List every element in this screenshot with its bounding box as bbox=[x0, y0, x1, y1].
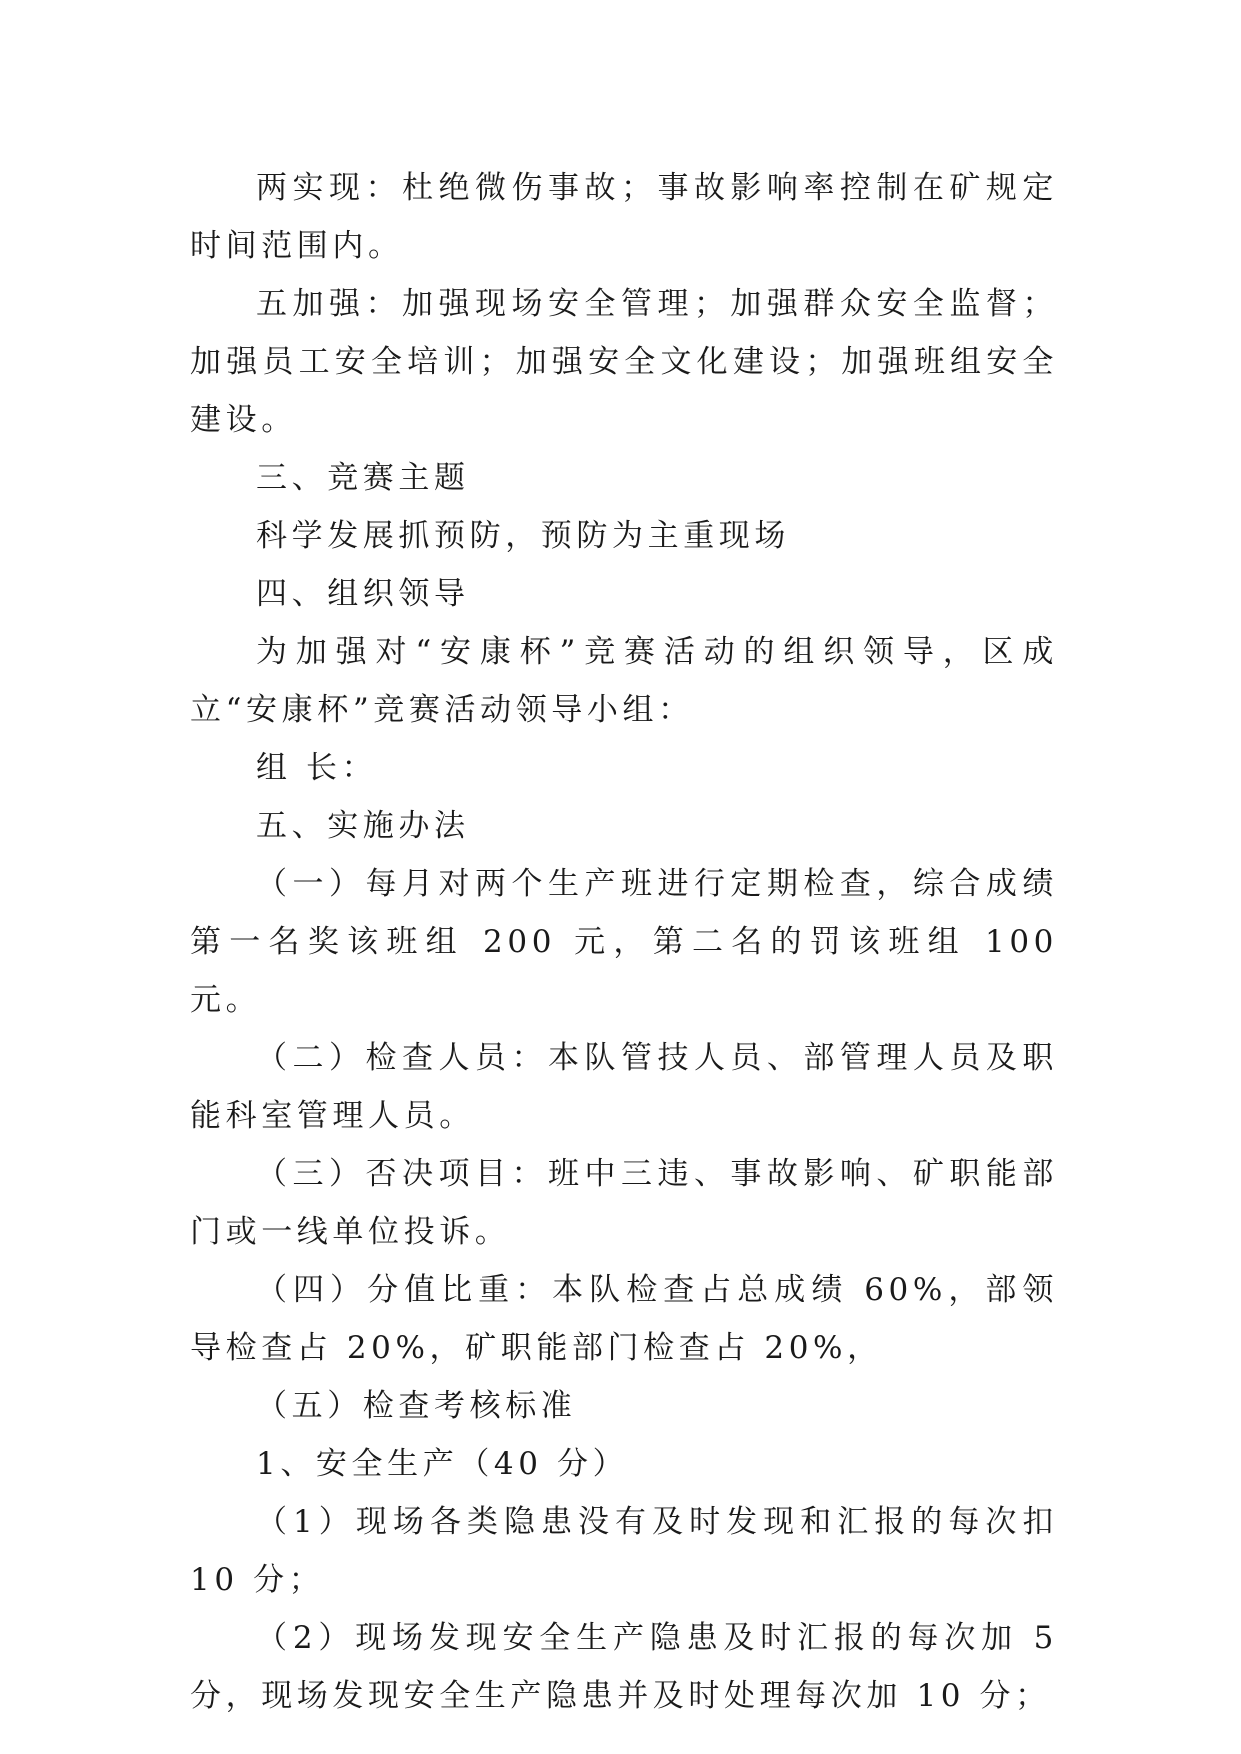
paragraph-safety-production: 1、安全生产（40 分） bbox=[256, 1446, 629, 1482]
paragraph-two-achievements: 两实现：杜绝微伤事故；事故影响率控制在矿规定时间范围内。 bbox=[190, 170, 1058, 264]
paragraph-group-leader: 组 长： bbox=[256, 750, 378, 786]
section-heading-implementation: 五、实施办法 bbox=[256, 808, 470, 844]
paragraph-monthly-inspection: （一）每月对两个生产班进行定期检查，综合成绩第一名奖该班组 200 元，第二名的罚该班组 100 元。 bbox=[190, 866, 1058, 1018]
section-heading-theme: 三、竞赛主题 bbox=[256, 460, 470, 496]
paragraph-assessment-standards: （五）检查考核标准 bbox=[256, 1388, 577, 1424]
document-page bbox=[190, 159, 1058, 1725]
paragraph-theme: 科学发展抓预防，预防为主重现场 bbox=[256, 518, 790, 554]
paragraph-five-strengthenings: 五加强：加强现场安全管理；加强群众安全监督；加强员工安全培训；加强安全文化建设；加强班组安全建设。 bbox=[190, 286, 1058, 438]
paragraph-rule-2: （2）现场发现安全生产隐患及时汇报的每次加 5 分，现场发现安全生产隐患并及时处理每次加 10 分； bbox=[190, 1620, 1058, 1714]
section-heading-leadership: 四、组织领导 bbox=[256, 576, 470, 612]
paragraph-score-weights: （四）分值比重：本队检查占总成绩 60%，部领导检查占 20%，矿职能部门检查占 20%， bbox=[190, 1272, 1058, 1366]
paragraph-inspectors: （二）检查人员：本队管技人员、部管理人员及职能科室管理人员。 bbox=[190, 1040, 1058, 1134]
paragraph-veto-items: （三）否决项目：班中三违、事故影响、矿职能部门或一线单位投诉。 bbox=[190, 1156, 1058, 1250]
paragraph-leadership: 为加强对“安康杯”竞赛活动的组织领导，区成立“安康杯”竞赛活动领导小组： bbox=[190, 634, 1058, 728]
paragraph-rule-1: （1）现场各类隐患没有及时发现和汇报的每次扣 10 分； bbox=[190, 1504, 1058, 1598]
